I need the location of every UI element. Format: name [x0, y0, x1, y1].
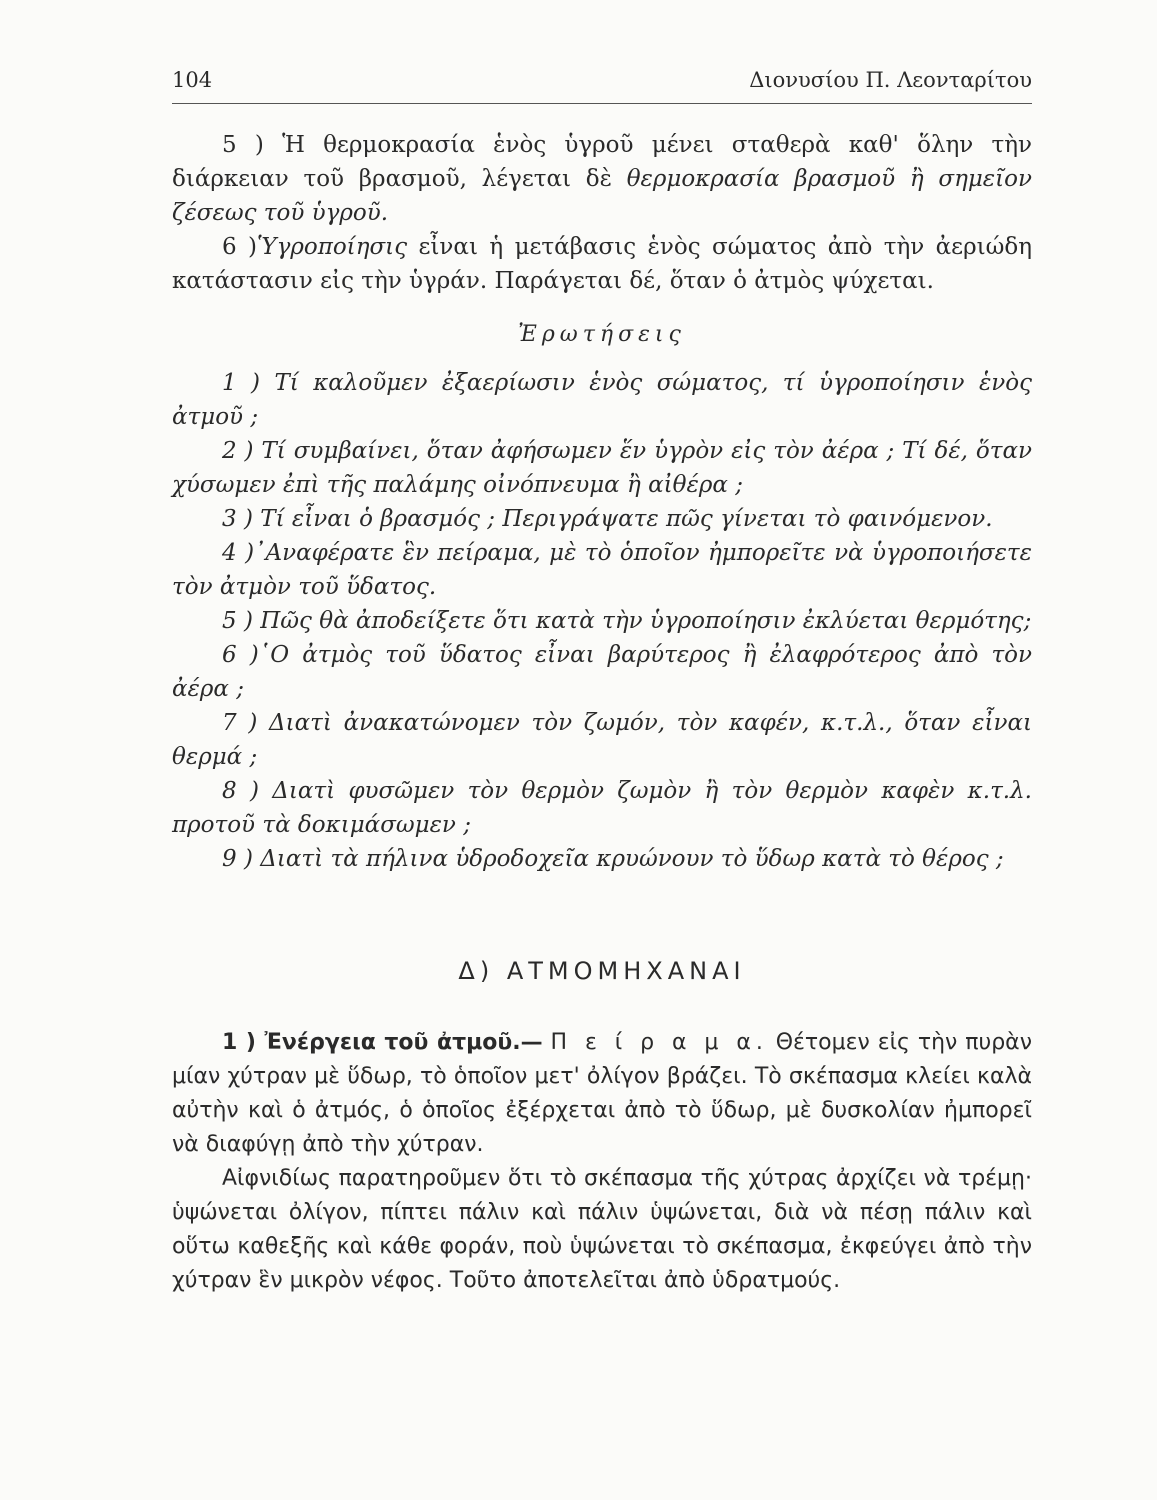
definition-term: Ὑγροποίησις: [257, 234, 408, 260]
definition-number: 5 ): [222, 132, 283, 158]
definition-text: Ἡ θερμοκρασία ἑνὸς ὑγροῦ μένει σταθερὰ καθ' ὅλην τὴν διάρκειαν τοῦ βρασμοῦ, λέγεται δὲ: [172, 132, 1033, 192]
paragraph-text: Θέτομεν εἰς τὴν πυρὰν μίαν χύτραν μὲ ὕδωρ, τὸ ὁποῖον μετ' ὀλίγον βράζει. Τὸ σκέπασμα κλείει καλὰ αὐτὴν καὶ ὁ ἀτμός, ὁ ὁποῖος ἐξέρχεται ἀπὸ τὸ ὕδωρ, μὲ δυσκολίαν ἠμπορεῖ νὰ διαφύγῃ ἀπὸ τὴν χύτραν.: [172, 1030, 1032, 1157]
definition-term: θερμοκρασία βρασμοῦ ἢ σημεῖον ζέσεως τοῦ ὑγροῦ.: [172, 166, 1032, 226]
definition-6: [172, 230, 1032, 298]
definition-5: [172, 128, 1032, 230]
header-rule: [172, 103, 1032, 104]
section-paragraph-1: [172, 1026, 1032, 1162]
section-subheading: 1 ) Ἐνέργεια τοῦ ἀτμοῦ.—: [222, 1030, 543, 1055]
question-9: 9 ) Διατὶ τὰ πήλινα ὑδροδοχεῖα κρυώνουν τὸ ὕδωρ κατὰ τὸ θέρος ;: [222, 846, 1004, 872]
experiment-label: Π ε ί ρ α μ α.: [550, 1030, 768, 1055]
question-5: 5 ) Πῶς θὰ ἀποδείξετε ὅτι κατὰ τὴν ὑγροποίησιν ἐκλύεται θερμότης;: [222, 608, 1032, 634]
running-head-author: Διονυσίου Π. Λεονταρίτου: [749, 68, 1032, 92]
section-paragraph-2: Αἰφνιδίως παρατηροῦμεν ὅτι τὸ σκέπασμα τῆς χύτρας ἀρχίζει νὰ τρέμῃ· ὑψώνεται ὀλίγον, πίπτει πάλιν καὶ πάλιν ὑψώνεται, διὰ νὰ πέσῃ πάλιν καὶ οὕτω καθεξῆς καὶ κάθε φοράν, ποὺ ὑψώνεται τὸ σκέπασμα, ἐκφεύγει ἀπὸ τὴν χύτραν ἓν μικρὸν νέφος. Τοῦτο ἀποτελεῖται ἀπὸ ὑδρατμούς.: [172, 1166, 1032, 1293]
page-body: [172, 128, 1032, 1298]
section-title: Δ) ΑΤΜΟΜΗΧΑΝΑΙ: [458, 957, 746, 985]
question-2: 2 ) Τί συμβαίνει, ὅταν ἀφήσωμεν ἕν ὑγρὸν εἰς τὸν ἀέρα ; Τί δέ, ὅταν χύσωμεν ἐπὶ τῆς παλάμης οἰνόπνευμα ἢ αἰθέρα ;: [172, 438, 1032, 498]
question-4: 4 )᾿Αναφέρατε ἓν πείραμα, μὲ τὸ ὁποῖον ἠμπορεῖτε νὰ ὑγροποιήσετε τὸν ἀτμὸν τοῦ ὕδατος.: [172, 540, 1032, 600]
page-number: 104: [172, 68, 213, 92]
definition-text-end: εἶναι ἡ μετάβασις ἑνὸς σώματος ἀπὸ τὴν ἀεριώδη κατάστασιν εἰς τὴν ὑγράν. Παράγεται δέ, ὅταν ὁ ἀτμὸς ψύχεται.: [172, 234, 1032, 294]
questions-heading: Ἐρωτήσεις: [518, 322, 686, 347]
page-header: [172, 68, 1032, 98]
definition-number: 6 ): [222, 234, 258, 260]
question-1: 1 ) Τί καλοῦμεν ἐξαερίωσιν ἑνὸς σώματος, τί ὑγροποίησιν ἑνὸς ἀτμοῦ ;: [172, 370, 1032, 430]
question-8: 8 ) Διατὶ φυσῶμεν τὸν θερμὸν ζωμὸν ἢ τὸν θερμὸν καφὲν κ.τ.λ. προτοῦ τὰ δοκιμάσωμεν ;: [172, 778, 1032, 838]
question-7: 7 ) Διατὶ ἀνακατώνομεν τὸν ζωμόν, τὸν καφέν, κ.τ.λ., ὅταν εἶναι θερμά ;: [172, 710, 1032, 770]
question-6: 6 )῾Ο ἀτμὸς τοῦ ὕδατος εἶναι βαρύτερος ἢ ἐλαφρότερος ἀπὸ τὸν ἀέρα ;: [172, 642, 1032, 702]
question-3: 3 ) Τί εἶναι ὁ βρασμός ; Περιγράψατε πῶς γίνεται τὸ φαινόμενον.: [222, 506, 993, 532]
